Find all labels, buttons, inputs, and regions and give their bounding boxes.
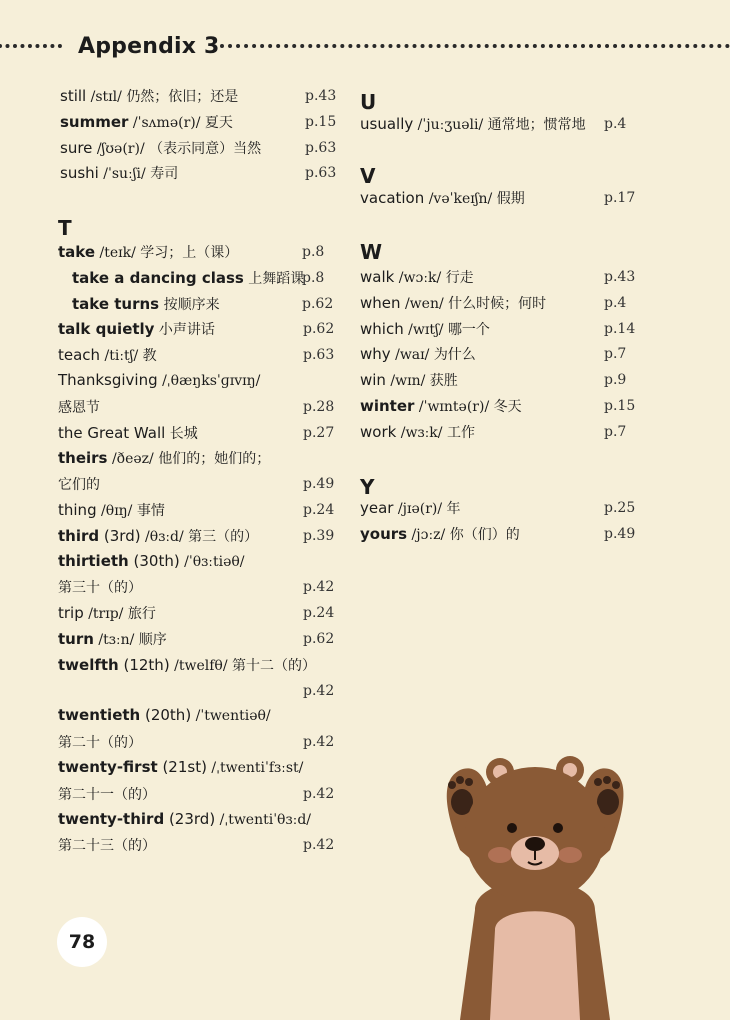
entry-word: the Great Wall <box>58 423 166 442</box>
entry-word: twenty-first <box>58 758 158 776</box>
dotted-rule-right <box>220 44 730 48</box>
entry-page-ref: p.39 <box>303 527 335 544</box>
entry-translation: 长城 <box>169 425 198 442</box>
entry-translation: 教 <box>142 348 157 365</box>
entry-translation: 第三（的） <box>188 528 259 545</box>
entry-phonetic: /ˌtwentiˈfɜːst/ <box>206 760 304 776</box>
entry-word: usually <box>360 115 414 133</box>
entry-phonetic: /ˌθæŋksˈɡɪvɪŋ/ <box>157 373 261 389</box>
entry-word: trip <box>58 604 84 623</box>
entry-phonetic: /teɪk/ <box>95 245 141 261</box>
page-title: Appendix 3 <box>78 34 220 59</box>
entry-page-ref: p.8 <box>302 244 325 260</box>
entry-translation: 上舞蹈课 <box>248 270 305 287</box>
entry-page-ref: p.62 <box>302 295 334 312</box>
entry-page-ref: p.15 <box>604 398 636 414</box>
entry-word: sushi <box>60 164 99 183</box>
glossary-entry <box>60 138 261 158</box>
entry-word: take a dancing class <box>72 268 244 287</box>
section-letter: Y <box>360 475 375 499</box>
entry-page-ref: p.63 <box>305 165 337 182</box>
entry-translation: 为什么 <box>433 347 476 364</box>
entry-phonetic: /jɔːz/ <box>407 526 450 543</box>
entry-translation: 哪一个 <box>447 321 490 338</box>
glossary-entry <box>360 498 461 518</box>
glossary-entry <box>58 758 303 776</box>
entry-ordinal: (3rd) <box>99 526 141 545</box>
entry-phonetic: /wɪtʃ/ <box>403 321 448 338</box>
entry-word: third <box>58 526 100 545</box>
entry-page-ref: p.63 <box>303 347 335 364</box>
entry-word: talk quietly <box>58 320 155 339</box>
entry-page-ref: p.28 <box>303 398 335 415</box>
glossary-entry <box>58 526 258 546</box>
entry-page-ref: p.4 <box>604 294 627 311</box>
entry-translation: 第二十（的） <box>58 735 142 752</box>
glossary-entry-continued <box>58 835 156 855</box>
entry-word: walk <box>360 268 395 286</box>
glossary-entry <box>360 396 522 416</box>
dotted-rule-left <box>0 44 62 48</box>
appendix-header <box>0 30 730 70</box>
entry-word: summer <box>60 112 129 131</box>
entry-word: teach <box>58 346 101 365</box>
entry-translation: 你（们）的 <box>449 526 520 543</box>
glossary-entry <box>58 706 271 724</box>
entry-word: sure <box>60 138 93 157</box>
entry-word: thing <box>58 501 97 519</box>
section-letter: U <box>360 90 377 114</box>
glossary-entry <box>58 319 215 339</box>
entry-word: when <box>360 293 401 312</box>
glossary-entry <box>58 500 165 520</box>
entry-page-ref: p.42 <box>303 682 335 699</box>
entry-page-ref: p.42 <box>303 785 335 802</box>
entry-ordinal: (23rd) <box>164 809 216 828</box>
entry-translation: 第二十一（的） <box>58 786 156 803</box>
entry-word: still <box>60 87 87 105</box>
entry-phonetic: /wɔːk/ <box>394 270 446 286</box>
entry-phonetic: /twelfθ/ <box>169 657 232 674</box>
glossary-entry <box>360 422 475 442</box>
entry-word: why <box>360 345 391 364</box>
glossary-entry-continued <box>58 732 142 752</box>
entry-word: year <box>360 499 394 517</box>
glossary-entry <box>58 448 270 468</box>
entry-phonetic: /ˈsʌmə(r)/ <box>128 114 205 131</box>
entry-translation: 按顺序来 <box>163 296 220 313</box>
entry-translation: 假期 <box>496 191 525 207</box>
entry-phonetic: /ˈwɪntə(r)/ <box>414 399 494 415</box>
entry-page-ref: p.62 <box>303 631 335 647</box>
entry-translation: 事情 <box>136 503 165 519</box>
entry-word: Thanksgiving <box>58 371 158 389</box>
bear-waving-icon <box>420 740 650 1020</box>
glossary-entry <box>72 268 304 288</box>
entry-phonetic: /ˈθɜːtiəθ/ <box>179 553 245 570</box>
glossary-entry <box>58 552 245 570</box>
glossary-entry <box>360 319 490 339</box>
entry-page-ref: p.24 <box>303 605 335 622</box>
glossary-entry <box>58 423 198 443</box>
entry-phonetic: /ˈsuːʃi/ <box>98 166 151 183</box>
entry-page-ref: p.17 <box>604 190 636 206</box>
entry-page-ref: p.7 <box>604 423 627 440</box>
entry-translation: 第二十三（的） <box>58 838 156 855</box>
entry-word: winter <box>360 397 415 415</box>
glossary-entry <box>58 242 238 262</box>
section-letter: W <box>360 240 383 264</box>
glossary-entry <box>360 267 474 287</box>
entry-word: twentieth <box>58 706 141 725</box>
glossary-entry <box>360 370 458 390</box>
glossary-entry <box>60 86 238 106</box>
entry-translation: 仍然；依旧；还是 <box>126 89 239 105</box>
glossary-entry <box>60 163 178 183</box>
entry-page-ref: p.42 <box>303 579 335 596</box>
entry-word: turn <box>58 630 94 648</box>
entry-translation: 年 <box>446 501 461 517</box>
entry-page-ref: p.25 <box>604 500 636 516</box>
entry-word: yours <box>360 524 408 543</box>
entry-phonetic: /tɜːn/ <box>93 632 139 648</box>
entry-ordinal: (12th) <box>118 655 170 674</box>
entry-phonetic: /wɜːk/ <box>396 424 447 441</box>
entry-word: thirtieth <box>58 551 129 570</box>
glossary-entry <box>58 345 157 365</box>
glossary-entry <box>360 188 525 208</box>
glossary-entry-continued <box>58 577 142 597</box>
entry-phonetic: /ðeəz/ <box>107 451 159 468</box>
entry-translation: 第三十（的） <box>58 580 142 597</box>
section-letter: V <box>360 164 376 188</box>
entry-page-ref: p.62 <box>303 321 335 338</box>
entry-page-ref: p.15 <box>305 113 337 130</box>
section-letter: T <box>58 216 72 240</box>
entry-translation: 旅行 <box>127 606 156 623</box>
entry-word: win <box>360 371 386 390</box>
entry-ordinal: (20th) <box>140 706 192 725</box>
entry-translation: 感恩节 <box>58 399 100 416</box>
entry-word: theirs <box>58 449 108 468</box>
entry-translation: 什么时候；何时 <box>448 295 547 312</box>
entry-translation: （表示同意）当然 <box>149 140 262 157</box>
glossary-entry <box>360 524 520 544</box>
entry-translation: 行走 <box>445 270 474 286</box>
entry-word: vacation <box>360 189 425 207</box>
entry-phonetic: /jɪə(r)/ <box>393 501 447 517</box>
glossary-entry <box>58 371 260 389</box>
entry-translation: 小声讲话 <box>158 322 215 339</box>
entry-phonetic: /wɪn/ <box>385 373 430 390</box>
entry-translation: 夏天 <box>204 114 233 131</box>
entry-translation: 他们的；她们的； <box>158 451 271 468</box>
entry-word: twelfth <box>58 655 119 674</box>
entry-word: take <box>58 243 96 261</box>
entry-translation: 获胜 <box>429 373 458 390</box>
glossary-entry <box>58 655 316 675</box>
entry-word: which <box>360 319 404 338</box>
entry-phonetic: /stɪl/ <box>86 89 127 105</box>
entry-translation: 顺序 <box>138 632 167 648</box>
entry-phonetic: /trɪp/ <box>83 606 128 623</box>
entry-page-ref: p.27 <box>303 424 335 441</box>
entry-page-ref: p.49 <box>604 525 636 542</box>
glossary-entry <box>72 294 220 314</box>
entry-translation: 通常地；惯常地 <box>487 117 586 133</box>
entry-word: twenty-third <box>58 809 165 828</box>
entry-phonetic: /ˌtwentiˈθɜːd/ <box>215 811 311 828</box>
entry-phonetic: /ˈtwentiəθ/ <box>191 708 271 725</box>
entry-page-ref: p.7 <box>604 346 627 363</box>
entry-page-ref: p.43 <box>305 88 337 104</box>
entry-page-ref: p.4 <box>604 116 627 132</box>
entry-translation: 学习；上（课） <box>140 245 239 261</box>
entry-translation: 它们的 <box>58 477 100 494</box>
glossary-entry <box>60 112 233 132</box>
entry-translation: 冬天 <box>493 399 522 415</box>
entry-page-ref: p.9 <box>604 372 627 389</box>
glossary-entry <box>58 629 167 649</box>
glossary-entry-continued <box>58 474 100 494</box>
entry-page-ref: p.42 <box>303 734 335 751</box>
entry-word: work <box>360 422 397 441</box>
glossary-entry-continued <box>58 784 156 804</box>
glossary-entry <box>360 344 476 364</box>
entry-page-ref: p.63 <box>305 139 337 156</box>
glossary-entry <box>58 810 311 828</box>
entry-ordinal: (30th) <box>128 551 180 570</box>
entry-phonetic: /wen/ <box>400 295 449 312</box>
entry-phonetic: /θɪŋ/ <box>96 503 137 519</box>
entry-page-ref: p.49 <box>303 476 335 493</box>
entry-translation: 寿司 <box>150 166 179 183</box>
entry-phonetic: /tiːtʃ/ <box>100 348 143 365</box>
entry-phonetic: /ʃʊə(r)/ <box>92 140 150 157</box>
glossary-entry-continued <box>58 397 100 417</box>
entry-ordinal: (21st) <box>157 758 207 776</box>
entry-phonetic: /ˈjuːʒuəli/ <box>413 117 488 133</box>
glossary-entry <box>58 603 156 623</box>
glossary-entry <box>360 114 586 134</box>
entry-word: take turns <box>72 294 160 313</box>
entry-phonetic: /waɪ/ <box>390 347 434 364</box>
entry-page-ref: p.43 <box>604 269 636 285</box>
entry-phonetic: /vəˈkeɪʃn/ <box>424 191 497 207</box>
glossary-entry <box>360 293 546 313</box>
entry-translation: 工作 <box>446 424 475 441</box>
page-number: 78 <box>57 917 107 967</box>
entry-translation: 第十二（的） <box>232 657 316 674</box>
entry-page-ref: p.42 <box>303 837 335 854</box>
entry-phonetic: /θɜːd/ <box>140 528 189 545</box>
entry-page-ref: p.14 <box>604 320 636 337</box>
entry-page-ref: p.8 <box>302 269 325 286</box>
entry-page-ref: p.24 <box>303 502 335 518</box>
